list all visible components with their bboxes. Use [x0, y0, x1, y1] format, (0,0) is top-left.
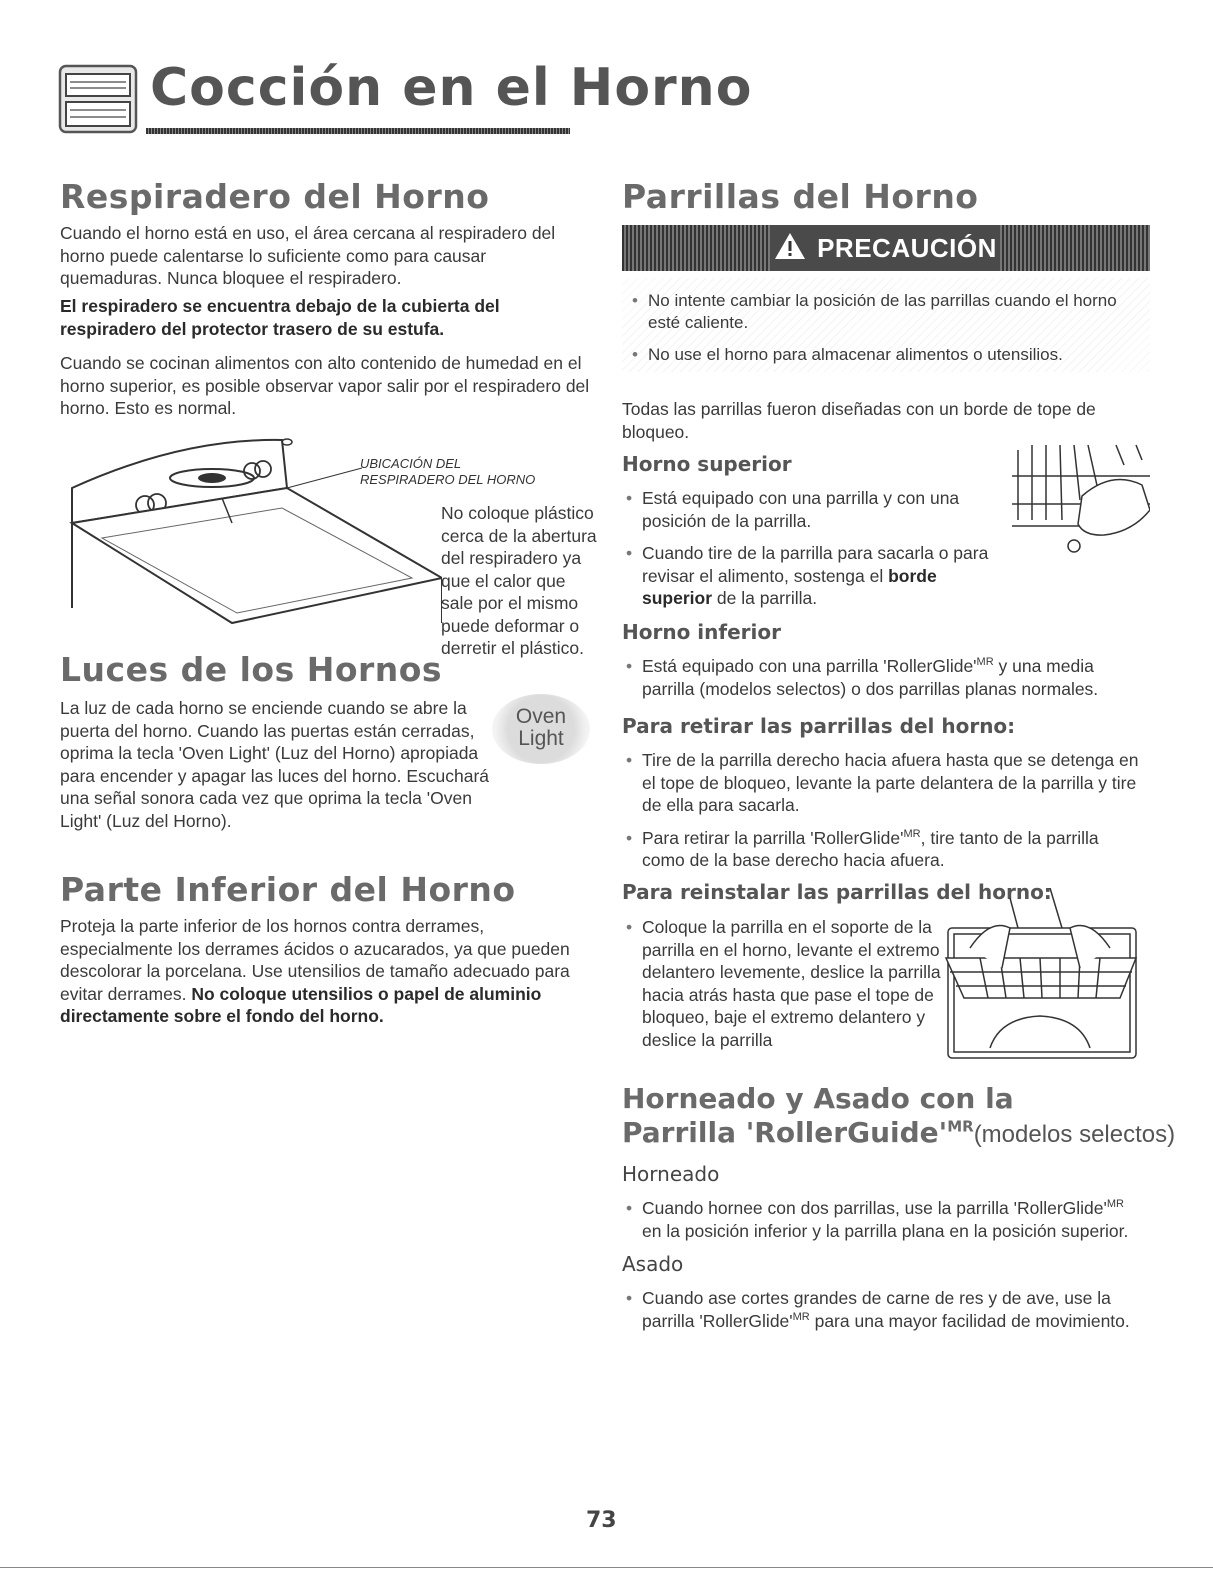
rack-install-illustration — [940, 888, 1142, 1064]
section-title-luces: Luces de los Hornos — [60, 650, 443, 689]
horneado-item-pre: Cuando hornee con dos parrillas, use la parrilla 'RollerGlide' — [642, 1198, 1107, 1218]
luces-text: La luz de cada horno se enciende cuando se abre la puerta del horno. Cuando las puertas están cerradas, oprima la tecla 'Oven Light' (Luz del Horno) apropiada para encender y apagar las luces del horno. Escuchará una señal sonora cada vez que oprima la tecla 'Oven Light' (Luz del Horno). — [60, 698, 490, 831]
subtitle-asado: Asado — [622, 1252, 684, 1276]
rack-hand-illustration — [1012, 440, 1150, 558]
mr-mark: MR — [903, 827, 921, 840]
page-number: 73 — [586, 1508, 617, 1533]
caution-item: • No use el horno para almacenar alimentos o utensilios. — [628, 344, 1150, 366]
oven-icon — [58, 62, 138, 136]
vent-caption-line-1: UBICACIÓN DEL — [360, 456, 462, 471]
subtitle-horno-superior: Horno superior — [622, 452, 792, 476]
caution-center — [770, 225, 1000, 271]
vent-location-caption — [360, 456, 535, 488]
horneado-item — [622, 1197, 1142, 1242]
asado-item-post: para una mayor facilidad de movimiento. — [809, 1310, 1130, 1331]
horneado-title-rest: (modelos selectos) — [973, 1121, 1176, 1148]
horneado-title-line-1: Horneado y Asado con la — [622, 1082, 1014, 1115]
subtitle-horneado: Horneado — [622, 1162, 720, 1186]
respiradero-paragraph-2: El respiradero se encuentra debajo de la cubierta del respiradero del protector trasero de su estufa. — [60, 296, 500, 339]
oven-light-key-line-1: Oven — [515, 705, 567, 728]
respiradero-paragraph-3: Cuando se cocinan alimentos con alto contenido de humedad en el horno superior, es posible observar vapor salir por el respiradero del horno. Esto es normal. — [60, 353, 590, 418]
horneado-list — [622, 1197, 1142, 1252]
mr-mark: MR — [976, 656, 994, 669]
horno-superior-item — [622, 542, 1002, 610]
vent-caption-line-2: RESPIRADERO DEL HORNO — [360, 472, 536, 487]
subtitle-retirar: Para retirar las parrillas del horno: — [622, 714, 1016, 738]
warning-triangle-icon — [773, 231, 807, 266]
superior-item2-bold: borde superior — [642, 565, 937, 608]
horno-superior-item: • Está equipado con una parrilla y con una posición de la parrilla. — [622, 487, 972, 532]
asado-list — [622, 1287, 1142, 1342]
parte-inferior-bold-text: No coloque utensilios o papel de aluminio directamente sobre el fondo del horno. — [60, 983, 542, 1026]
retirar-item2-post: , tire tanto de la parrilla como de la base derecho hacia afuera. — [642, 827, 1099, 870]
page-title: Cocción en el Horno — [150, 58, 753, 118]
header-rule — [146, 128, 570, 134]
caution-label: PRECAUCIÓN — [817, 232, 997, 263]
parte-inferior-text: Proteja la parte inferior de los hornos contra derrames, especialmente los derrames ácidos o azucarados, ya que pueden descolorar la porcelana. Use utensilios de tamaño adecuado para evitar derrames. — [60, 916, 570, 1004]
mr-mark: MR — [947, 1117, 974, 1136]
parte-inferior-paragraph — [60, 915, 590, 1028]
asado-item-pre: Cuando ase cortes grandes de carne de res y de ave, use la parrilla 'RollerGlide' — [642, 1288, 1111, 1331]
retirar-item2-pre: Para retirar la parrilla 'RollerGlide' — [642, 827, 904, 848]
respiradero-paragraph-1: Cuando el horno está en uso, el área cercana al respiradero del horno puede calentarse lo suficiente como para causar quemaduras. Nunca bloquee el respiradero. — [60, 223, 556, 288]
section-title-respiradero: Respiradero del Horno — [60, 177, 490, 216]
caution-item: • No intente cambiar la posición de las parrillas cuando el horno esté caliente. — [628, 290, 1138, 334]
plastic-warning-note: No coloque plástico cerca de la abertura del respiradero ya que el calor que sale por el mismo puede deformar o derretir el plástico. — [441, 503, 597, 658]
footer-rule — [0, 1567, 1213, 1568]
oven-light-key — [492, 694, 590, 764]
subtitle-horno-inferior: Horno inferior — [622, 620, 781, 644]
oven-light-key-line-2: Light — [518, 727, 564, 750]
asado-item — [622, 1287, 1142, 1332]
caution-box — [622, 278, 1150, 372]
horno-inferior-list — [622, 655, 1142, 710]
caution-list — [622, 278, 1150, 366]
reinstalar-item: • Coloque la parrilla en el soporte de la parrilla en el horno, levante el extremo delantero levemente, deslice la parrilla hacia atrás hasta que pase el tope de bloqueo, baje el extremo delantero y deslice la parrilla — [622, 916, 942, 1051]
horneado-title-bold: Parrilla 'RollerGuide' — [622, 1116, 948, 1149]
section-title-parrillas: Parrillas del Horno — [622, 177, 979, 216]
horno-superior-list — [622, 487, 1002, 620]
horneado-title-line-2 — [622, 1116, 1175, 1152]
luces-paragraph-a — [60, 697, 490, 832]
section-title-horneado — [622, 1082, 1175, 1152]
inferior-item-post: y una media parrilla (modelos selectos) o dos parrillas planas normales. — [642, 656, 1099, 699]
retirar-list — [622, 749, 1142, 882]
inferior-item-pre: Está equipado con una parrilla 'RollerGlide' — [642, 656, 977, 676]
parrillas-intro: Todas las parrillas fueron diseñadas con un borde de tope de bloqueo. — [622, 399, 1096, 442]
superior-item2-post: de la parrilla. — [712, 588, 818, 608]
mr-mark: MR — [1106, 1198, 1124, 1211]
reinstalar-list — [622, 916, 942, 1061]
horno-inferior-item — [622, 655, 1142, 700]
retirar-item — [622, 827, 1142, 872]
mr-mark: MR — [792, 1310, 810, 1323]
superior-item2-pre: Cuando tire de la parrilla para sacarla o para revisar el alimento, sostenga el — [642, 543, 989, 586]
section-title-parte-inferior: Parte Inferior del Horno — [60, 870, 516, 909]
subtitle-reinstalar: Para reinstalar las parrillas del horno: — [622, 880, 1052, 904]
retirar-item: • Tire de la parrilla derecho hacia afuera hasta que se detenga en el tope de bloqueo, levante la parte delantera de la parrilla y tire de ella para sacarla. — [622, 749, 1142, 817]
horneado-item-post: en la posición inferior y la parrilla plana en la posición superior. — [642, 1220, 1129, 1241]
caution-banner — [622, 225, 1150, 271]
